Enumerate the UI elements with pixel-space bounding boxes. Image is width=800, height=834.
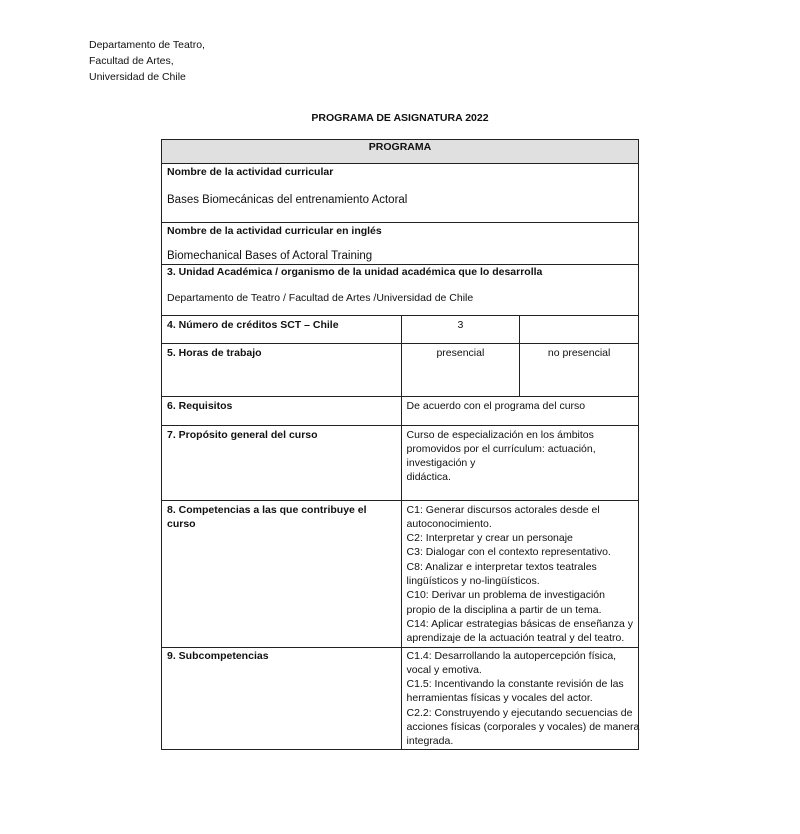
competency-line: C2: Interpretar y crear un personaje [406,532,573,545]
competency-line: C10: Derivar un problema de investigación [406,589,605,602]
subcompetencies-value [401,647,638,749]
academic-unit-value: Departamento de Teatro / Facultad de Artes /Universidad de Chile [167,291,474,304]
subcompetency-line: C1.4: Desarrollando la autopercepción física, [406,649,617,662]
purpose-line: didáctica. [406,471,451,484]
course-name-english-value: Biomechanical Bases of Actoral Training [167,250,373,263]
competencies-row [162,500,639,647]
competency-line: C8: Analizar e interpretar textos teatrales [406,560,597,573]
credits-label: 4. Número de créditos SCT – Chile [162,315,402,343]
subcompetencies-row [162,647,639,749]
competency-line: autoconocimiento. [406,517,492,530]
competency-line: C3: Dialogar con el contexto representativo. [406,546,611,559]
subcompetency-line: acciones físicas (corporales y vocales) de manera [406,721,640,734]
work-hours-label: 5. Horas de trabajo [162,343,402,396]
credits-value: 3 [401,315,520,343]
course-name-cell [162,164,639,223]
work-hours-no-presencial: no presencial [520,343,639,396]
purpose-row [162,425,639,500]
academic-unit-cell [162,264,639,315]
subcompetency-line: vocal y emotiva. [406,663,482,676]
subcompetency-line: herramientas físicas y vocales del actor. [406,692,593,705]
competencies-value [401,500,638,647]
competencies-label: 8. Competencias a las que contribuye el curso [162,500,402,647]
subcompetency-line: integrada. [406,735,454,748]
requirements-row [162,396,639,425]
program-table [161,139,639,750]
purpose-line: Curso de especialización en los ámbitos [406,428,594,441]
academic-unit-label: 3. Unidad Académica / organismo de la unidad académica que lo desarrolla [167,265,543,278]
purpose-value [401,425,638,500]
course-name-label: Nombre de la actividad curricular [167,166,334,178]
header-university: Universidad de Chile [89,71,186,83]
course-name-english-label: Nombre de la actividad curricular en inglés [167,225,382,237]
subcompetency-line: C1.5: Incentivando la constante revisión de las [406,678,624,691]
credits-row [162,315,639,343]
course-name-value: Bases Biomecánicas del entrenamiento Actoral [167,194,408,207]
course-name-english-cell [162,223,639,265]
banner-row [162,140,639,164]
academic-unit-row [162,264,639,315]
institution-header [89,37,205,85]
competency-line: lingüísticos y no-lingüísticos. [406,575,540,588]
credits-empty-cell [520,315,639,343]
purpose-label: 7. Propósito general del curso [162,425,402,500]
subcompetencies-label: 9. Subcompetencias [162,647,402,749]
work-hours-row [162,343,639,396]
competency-line: propio de la disciplina a partir de un tema. [406,603,602,616]
work-hours-presencial: presencial [401,343,520,396]
header-department: Departamento de Teatro, [89,39,205,51]
program-banner: PROGRAMA [162,140,639,164]
course-name-row [162,164,639,223]
header-faculty: Facultad de Artes, [89,55,174,67]
competency-line: C14: Aplicar estrategias básicas de enseñanza y [406,617,634,630]
course-name-english-row [162,223,639,265]
competency-line: aprendizaje de la actuación teatral y del teatro. [406,632,625,645]
competency-line: C1: Generar discursos actorales desde el [406,503,600,516]
subcompetency-line: C2.2: Construyendo y ejecutando secuencias de [406,706,633,719]
purpose-line: promovidos por el currículum: actuación, [406,442,596,455]
document-title: PROGRAMA DE ASIGNATURA 2022 [311,112,489,124]
requirements-value: De acuerdo con el programa del curso [401,396,638,425]
purpose-line: investigación y [406,457,476,470]
requirements-label: 6. Requisitos [162,396,402,425]
